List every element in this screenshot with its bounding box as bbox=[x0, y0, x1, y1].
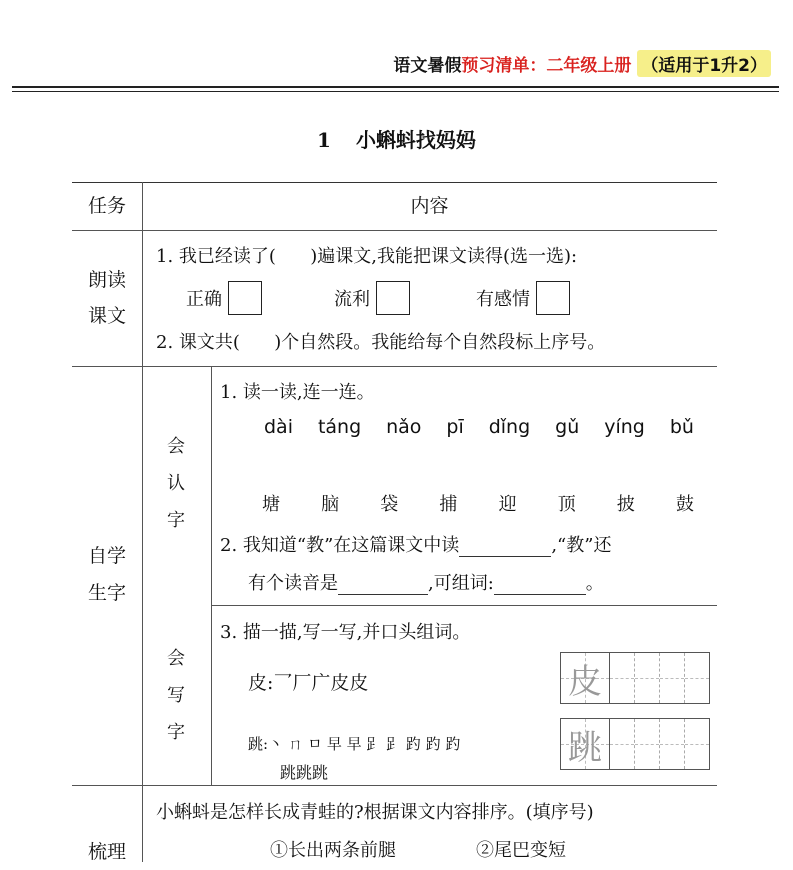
hanzi-row bbox=[262, 490, 694, 516]
sort-option-2: ②尾巴变短 bbox=[476, 840, 566, 861]
col-header-task: 任务 bbox=[87, 195, 126, 217]
pinyin-item[interactable]: pī bbox=[446, 416, 464, 438]
sort-option-1: ①长出两条前腿 bbox=[270, 840, 396, 861]
recognize-item-1: 1. 读一读,连一连。 bbox=[220, 382, 375, 403]
write-label: 会 写 字 bbox=[167, 648, 185, 743]
recognize-item-2-line2: 有个读音是 ,可组词: 。 bbox=[248, 573, 604, 594]
sort-label: 梳理 bbox=[87, 841, 126, 863]
answer-blank-reading[interactable] bbox=[459, 534, 551, 557]
pinyin-item[interactable]: yíng bbox=[604, 416, 645, 438]
pinyin-row bbox=[264, 416, 694, 438]
sort-question: 小蝌蚪是怎样长成青蛙的?根据课文内容排序。(填序号) bbox=[156, 802, 594, 823]
trace-char2: 跳 bbox=[568, 727, 602, 768]
hanzi-item[interactable]: 捕 bbox=[439, 494, 458, 515]
reading-item-1: 1. 我已经读了( )遍课文,我能把课文读得(选一选): bbox=[156, 246, 578, 267]
option-correct-label: 正确 bbox=[186, 289, 222, 310]
reading-options bbox=[186, 281, 570, 315]
selfstudy-label-2: 生字 bbox=[87, 582, 126, 604]
header-title-main: 预习清单：二年级上册 bbox=[461, 56, 632, 76]
option-fluent-checkbox[interactable] bbox=[376, 281, 410, 315]
reading-item-2: 2. 课文共( )个自然段。我能给每个自然段标上序号。 bbox=[156, 332, 606, 353]
hanzi-item[interactable]: 鼓 bbox=[675, 494, 694, 515]
pinyin-item[interactable]: bǔ bbox=[669, 416, 694, 438]
recognize-label: 会 认 字 bbox=[167, 436, 185, 531]
write-item-3: 3. 描一描,写一写,并口头组词。 bbox=[220, 622, 471, 643]
lesson-number: 1 bbox=[317, 128, 331, 152]
pinyin-item[interactable]: táng bbox=[317, 416, 362, 438]
reading-label-2: 课文 bbox=[87, 305, 126, 327]
page-header bbox=[393, 50, 771, 77]
hanzi-item[interactable]: 顶 bbox=[557, 494, 576, 515]
pinyin-item[interactable]: dǐng bbox=[488, 416, 531, 438]
lesson-title bbox=[0, 124, 793, 153]
reading-label-1: 朗读 bbox=[87, 269, 126, 291]
header-grade-badge: （适用于1升2） bbox=[637, 50, 771, 77]
hanzi-item[interactable]: 脑 bbox=[321, 494, 340, 515]
option-emotion-checkbox[interactable] bbox=[536, 281, 570, 315]
writing-grid-char1[interactable] bbox=[560, 652, 710, 704]
pinyin-item[interactable]: dài bbox=[264, 416, 293, 438]
answer-blank-other-reading[interactable] bbox=[338, 572, 428, 595]
col-header-content: 内容 bbox=[410, 195, 449, 217]
char2-strokes: 跳:丶 ㄇ ㅁ 早 早 𧾷 𧾷 趵 趵 趵 bbox=[248, 735, 461, 753]
hanzi-item[interactable]: 塘 bbox=[262, 494, 280, 515]
header-rule-thick bbox=[12, 86, 779, 88]
writing-grid-char2[interactable] bbox=[560, 718, 710, 770]
header-rule-thin bbox=[12, 91, 779, 92]
char2-strokes-cont: 跳跳跳 bbox=[280, 763, 329, 782]
hanzi-item[interactable]: 迎 bbox=[498, 494, 517, 515]
option-emotion-label: 有感情 bbox=[476, 289, 530, 310]
trace-char1: 皮 bbox=[568, 661, 602, 702]
option-fluent-label: 流利 bbox=[334, 289, 370, 310]
answer-blank-word[interactable] bbox=[494, 572, 586, 595]
char1-strokes: 皮:乛厂广皮皮 bbox=[248, 672, 369, 694]
pinyin-item[interactable]: nǎo bbox=[386, 416, 422, 438]
header-title-prefix: 语文暑假 bbox=[393, 56, 462, 76]
option-correct-checkbox[interactable] bbox=[228, 281, 262, 315]
selfstudy-label-1: 自学 bbox=[87, 545, 126, 567]
lesson-name: 小蝌蚪找妈妈 bbox=[355, 128, 476, 152]
hanzi-item[interactable]: 袋 bbox=[380, 494, 399, 515]
hanzi-item[interactable]: 披 bbox=[616, 494, 635, 515]
pinyin-item[interactable]: gǔ bbox=[555, 416, 580, 438]
recognize-item-2-line1: 2. 我知道“教”在这篇课文中读 ,“教”还 bbox=[220, 535, 612, 556]
